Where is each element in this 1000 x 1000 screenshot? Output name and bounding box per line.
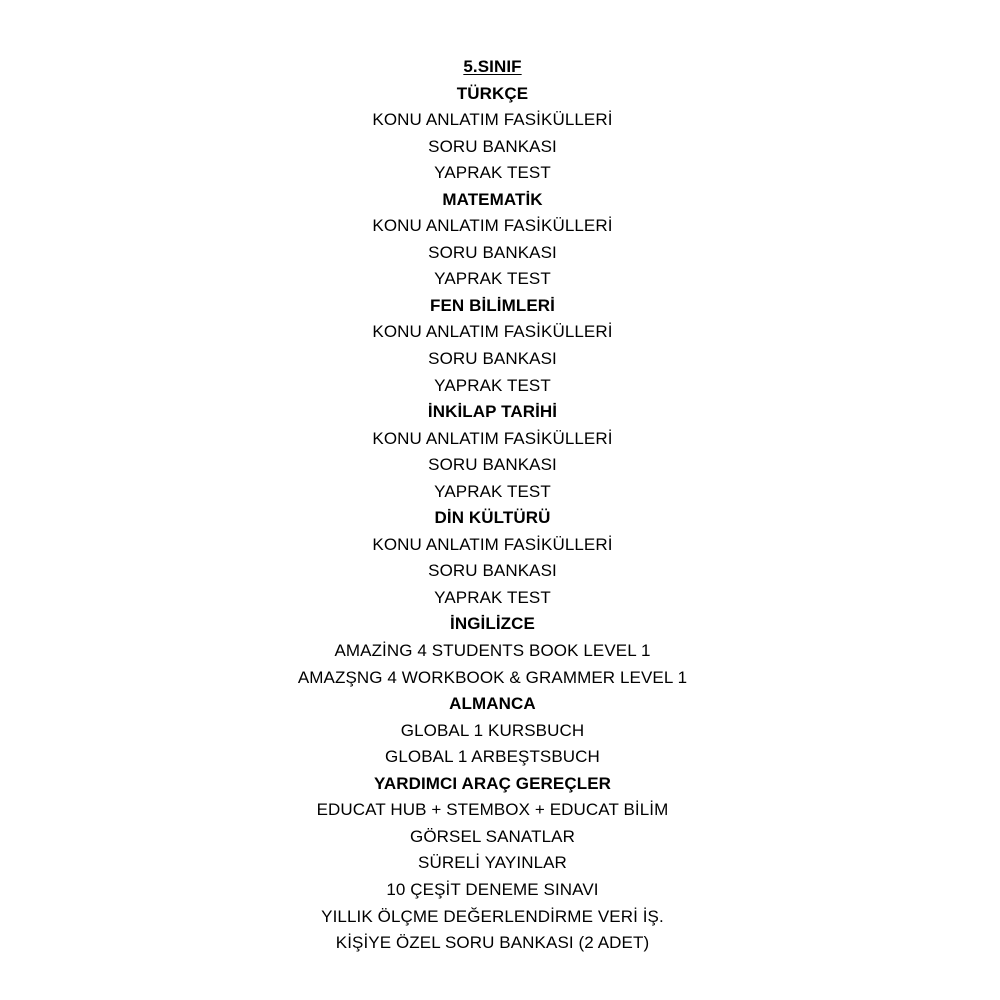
section-ingilizce	[0, 611, 985, 691]
list-item: AMAZİNG 4 STUDENTS BOOK LEVEL 1	[334, 641, 651, 661]
list-item: YAPRAK TEST	[434, 587, 551, 607]
list-item: SORU BANKASI	[428, 349, 557, 369]
section-turkce	[0, 81, 985, 187]
section-inkilap-tarihi	[0, 399, 985, 505]
list-item: SORU BANKASI	[428, 561, 557, 581]
list-item: YAPRAK TEST	[434, 481, 551, 501]
section-yardimci-arac-gerecler	[0, 771, 985, 957]
list-item: EDUCAT HUB + STEMBOX + EDUCAT BİLİM	[316, 800, 669, 820]
list-item: SORU BANKASI	[428, 242, 557, 262]
section-din-kulturu	[0, 505, 985, 611]
document-body	[0, 54, 985, 957]
page-title: 5.SINIF	[463, 57, 522, 76]
list-item: KONU ANLATIM FASİKÜLLERİ	[372, 322, 613, 342]
section-heading: MATEMATİK	[442, 189, 543, 209]
section-heading: FEN BİLİMLERİ	[429, 295, 555, 315]
list-item: YAPRAK TEST	[434, 163, 551, 183]
list-item: GÖRSEL SANATLAR	[410, 826, 575, 846]
section-heading: ALMANCA	[449, 694, 536, 714]
section-fen-bilimleri	[0, 293, 985, 399]
list-item: KONU ANLATIM FASİKÜLLERİ	[372, 428, 613, 448]
section-matematik	[0, 187, 985, 293]
section-heading: İNKİLAP TARİHİ	[427, 402, 558, 422]
section-almanca	[0, 691, 985, 771]
section-heading: YARDIMCI ARAÇ GEREÇLER	[373, 773, 612, 793]
list-item: GLOBAL 1 KURSBUCH	[400, 720, 585, 740]
section-heading: TÜRKÇE	[456, 83, 529, 103]
list-item: SORU BANKASI	[428, 455, 557, 475]
section-heading: DİN KÜLTÜRÜ	[434, 508, 551, 528]
list-item: YAPRAK TEST	[434, 269, 551, 289]
list-item: KONU ANLATIM FASİKÜLLERİ	[372, 534, 613, 554]
list-item: YILLIK ÖLÇME DEĞERLENDİRME VERİ İŞ.	[321, 906, 664, 926]
list-item: KONU ANLATIM FASİKÜLLERİ	[372, 110, 613, 130]
list-item: KONU ANLATIM FASİKÜLLERİ	[372, 216, 613, 236]
list-item: 10 ÇEŞİT DENEME SINAVI	[386, 879, 599, 899]
section-heading: İNGİLİZCE	[450, 614, 535, 634]
list-item: SORU BANKASI	[428, 136, 557, 156]
list-item: YAPRAK TEST	[434, 375, 551, 395]
list-item: KİŞİYE ÖZEL SORU BANKASI (2 ADET)	[335, 933, 650, 953]
list-item: AMAZŞNG 4 WORKBOOK & GRAMMER LEVEL 1	[297, 667, 688, 687]
list-item: GLOBAL 1 ARBEŞTSBUCH	[385, 747, 600, 767]
list-item: SÜRELİ YAYINLAR	[418, 853, 567, 873]
